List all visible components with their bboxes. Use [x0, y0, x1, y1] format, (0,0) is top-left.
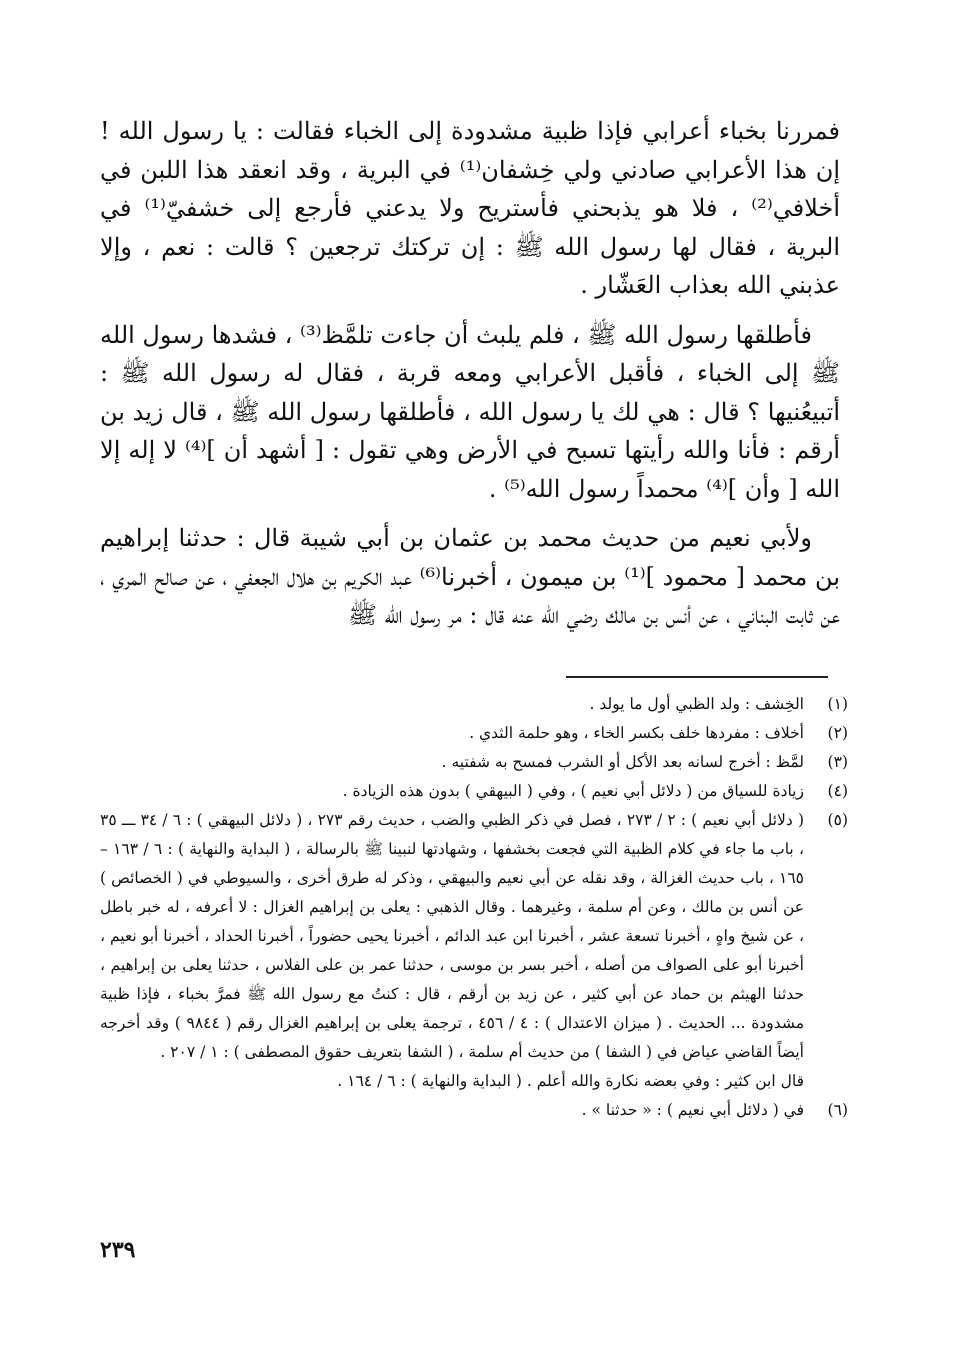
main-text	[100, 112, 840, 646]
footnote-number: (١)	[827, 695, 848, 713]
footnote-text: لمَّظ : أخرج لسانه بعد الأكل أو الشرب فمسح به شفتيه .	[441, 753, 804, 771]
footnote-text: قال ابن كثير : وفي بعضه نكارة والله أعلم . ( البداية والنهاية ) : ٦ / ١٦٤ .	[337, 1072, 804, 1090]
footnote-text: زيادة للسياق من ( دلائل أبي نعيم ) ، وفي ( البيهقي ) بدون هذه الزيادة .	[342, 782, 804, 800]
footnote-5	[100, 806, 848, 1067]
footnote-text: أخلاف : مفردها خلف بكسر الخاء ، وهو حلمة الثدي .	[469, 724, 804, 742]
paragraph-1: فمررنا بخباء أعرابي فإذا ظبية مشدودة إلى الخباء فقالت : يا رسول الله ! إن هذا الأعرابي صادني ولي خِشفان⁽¹⁾ في البرية ، وقد انعقد هذا اللبن في أخلافي⁽²⁾ ، فلا هو يذبحني فأستريح ولا يدعني فأرجع إلى خشفيّ⁽¹⁾ في البرية ، فقال لها رسول الله ﷺ : إن تركتك ترجعين ؟ قالت : نعم ، وإلا عذبني الله بعذاب العَشّار .	[100, 117, 841, 299]
footnote-5-continuation	[100, 1067, 848, 1096]
page-number: ٢٣٩	[100, 1237, 136, 1263]
footnote-4	[100, 777, 848, 806]
footnote-3	[100, 748, 848, 777]
footnotes	[100, 690, 848, 1125]
footnote-text: ( دلائل أبي نعيم ) : ٢ / ٢٧٣ ، فصل في ذكر الظبي والضب ، حديث رقم ٢٧٣ ، ( دلائل البيهقي ) : ٦ / ٣٤ ـــ ٣٥ ، باب ما جاء في كلام الظبية التي فجعت بخشفها ، وشهادتها لنبينا ﷺ بالرسالة ، ( البداية والنهاية ) : ٦ / ١٦٣ – ١٦٥ ، باب حديث الغزالة ، وقد نقله عن أبي نعيم والبيهقي ، وذكر له طرق أخرى ، والسيوطي في ( الخصائص ) عن أنس بن مالك ، وعن أم سلمة ، وغيرهما . وقال الذهبي : يعلى بن إبراهيم الغزال : لا أعرفه ، له خبر باطل ، عن شيخ واهٍ ، أخبرنا تسعة عشر ، أخبرنا ابن عبد الدائم ، أخبرنا يحيى حضوراً ، أخبرنا الحداد ، أخبرنا أبو نعيم ، أخبرنا أبو على الصواف من أصله ، أخبر بسر بن موسى ، حدثنا عمر بن على الفلاس ، حدثنا يعلى بن إبراهيم ، حدثنا الهيثم بن حماد عن أبي كثير ، عن زيد بن أرقم ، قال : كنتُ مع رسول الله ﷺ فمرَّ بخباء ، فإذا ظبية مشدودة ... الحديث . ( ميزان الاعتدال ) : ٤ / ٤٥٦ ، ترجمة يعلى بن إبراهيم الغزال رقم ( ٩٨٤٤ ) وقد أخرجه أيضاً القاضي عياض في ( الشفا ) من حديث أم سلمة ، ( الشفا بتعريف حقوق المصطفى ) : ١ / ٢٠٧ .	[100, 811, 805, 1061]
footnote-number: (٤)	[827, 782, 848, 800]
footnote-separator	[566, 676, 828, 678]
footnote-number: (٢)	[827, 724, 848, 742]
footnote-1	[100, 690, 848, 719]
footnote-number: (٦)	[827, 1101, 848, 1119]
paragraph-2: فأطلقها رسول الله ﷺ ، فلم يلبث أن جاءت تلمَّظ⁽³⁾ ، فشدها رسول الله ﷺ إلى الخباء ، فأقبل الأعرابي ومعه قربة ، فقال له رسول الله ﷺ : أتبيعُنيها ؟ قال : هي لك يا رسول الله ، فأطلقها رسول الله ﷺ ، قال زيد بن أرقم : فأنا والله رأيتها تسبح في الأرض وهي تقول : [ أشهد أن ]⁽⁴⁾ لا إله إلا الله [ وأن ]⁽⁴⁾ محمداً رسول الله⁽⁵⁾ .	[100, 320, 840, 503]
footnote-text: في ( دلائل أبي نعيم ) : « حدثنا » .	[581, 1101, 804, 1119]
footnote-6	[100, 1096, 848, 1125]
footnote-2	[100, 719, 848, 748]
footnote-text: الخِشف : ولد الظبي أول ما يولد .	[589, 695, 804, 713]
paragraph-3: ولأبي نعيم من حديث محمد بن عثمان بن أبي شيبة قال : حدثنا إبراهيم بن محمد [ محمود ]⁽¹⁾ بن ميمون ، أخبرنا⁽⁶⁾ عبد الكريم بن هلال الجعفي ، عن صالح المري ، عن ثابت البناني ، عن أنس بن مالك رضي الله عنه قال : مر رسول الله ﷺ	[100, 524, 841, 629]
footnote-number: (٥)	[827, 811, 848, 829]
footnote-number: (٣)	[827, 753, 848, 771]
